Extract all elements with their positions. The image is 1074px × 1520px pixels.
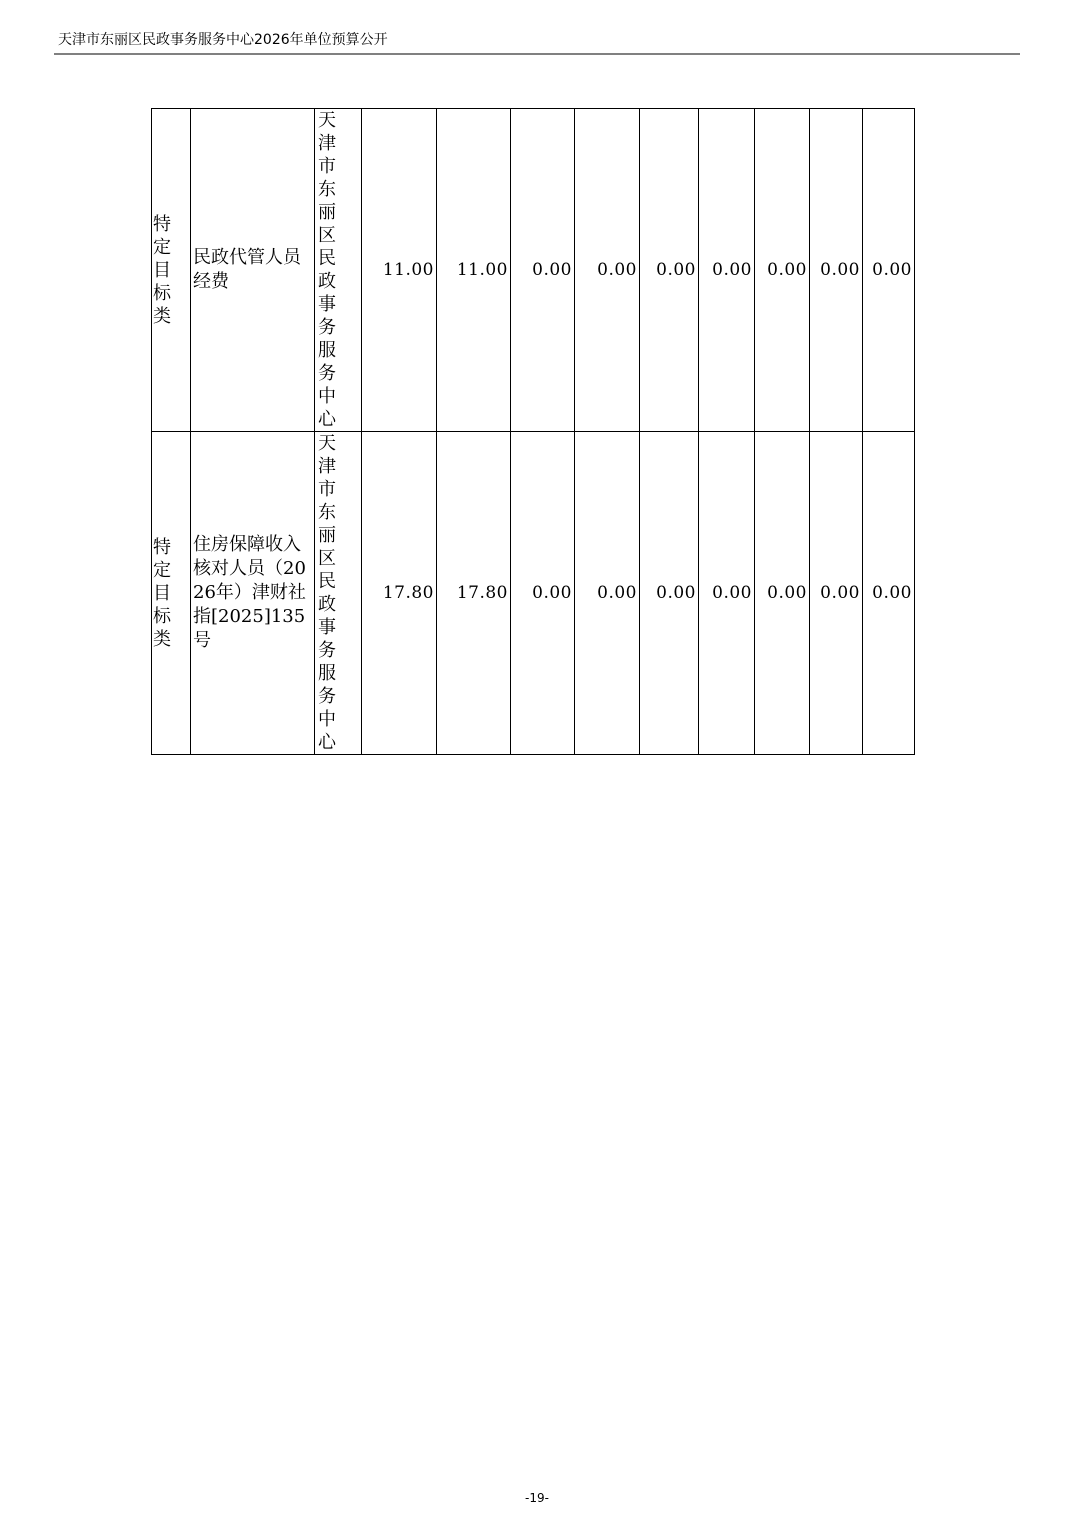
amount-cell: 11.00: [362, 109, 437, 432]
amount-cell: 0.00: [810, 109, 863, 432]
budget-table: [151, 108, 915, 755]
page-number: -19-: [525, 1491, 549, 1505]
table-row: [152, 109, 915, 432]
amount-cell: 0.00: [575, 432, 640, 755]
project-name-cell: 民政代管人员经费: [191, 109, 315, 432]
header-divider: [54, 53, 1020, 55]
unit-cell: 天津市东丽区民政事务服务中心: [315, 432, 362, 755]
amount-cell: 0.00: [755, 432, 810, 755]
amount-cell: 0.00: [575, 109, 640, 432]
amount-cell: 11.00: [437, 109, 511, 432]
amount-cell: 0.00: [640, 109, 699, 432]
amount-cell: 0.00: [863, 109, 915, 432]
unit-cell: 天津市东丽区民政事务服务中心: [315, 109, 362, 432]
amount-cell: 0.00: [755, 109, 810, 432]
amount-cell: 17.80: [362, 432, 437, 755]
category-cell: 特定目标类: [152, 432, 191, 755]
table-row: [152, 432, 915, 755]
amount-cell: 0.00: [640, 432, 699, 755]
amount-cell: 0.00: [810, 432, 863, 755]
amount-cell: 0.00: [511, 109, 575, 432]
project-name-cell: 住房保障收入核对人员（2026年）津财社指[2025]135号: [191, 432, 315, 755]
amount-cell: 0.00: [511, 432, 575, 755]
amount-cell: 0.00: [863, 432, 915, 755]
amount-cell: 0.00: [699, 432, 755, 755]
category-cell: 特定目标类: [152, 109, 191, 432]
amount-cell: 0.00: [699, 109, 755, 432]
document-header-title: 天津市东丽区民政事务服务中心2026年单位预算公开: [58, 32, 388, 48]
amount-cell: 17.80: [437, 432, 511, 755]
